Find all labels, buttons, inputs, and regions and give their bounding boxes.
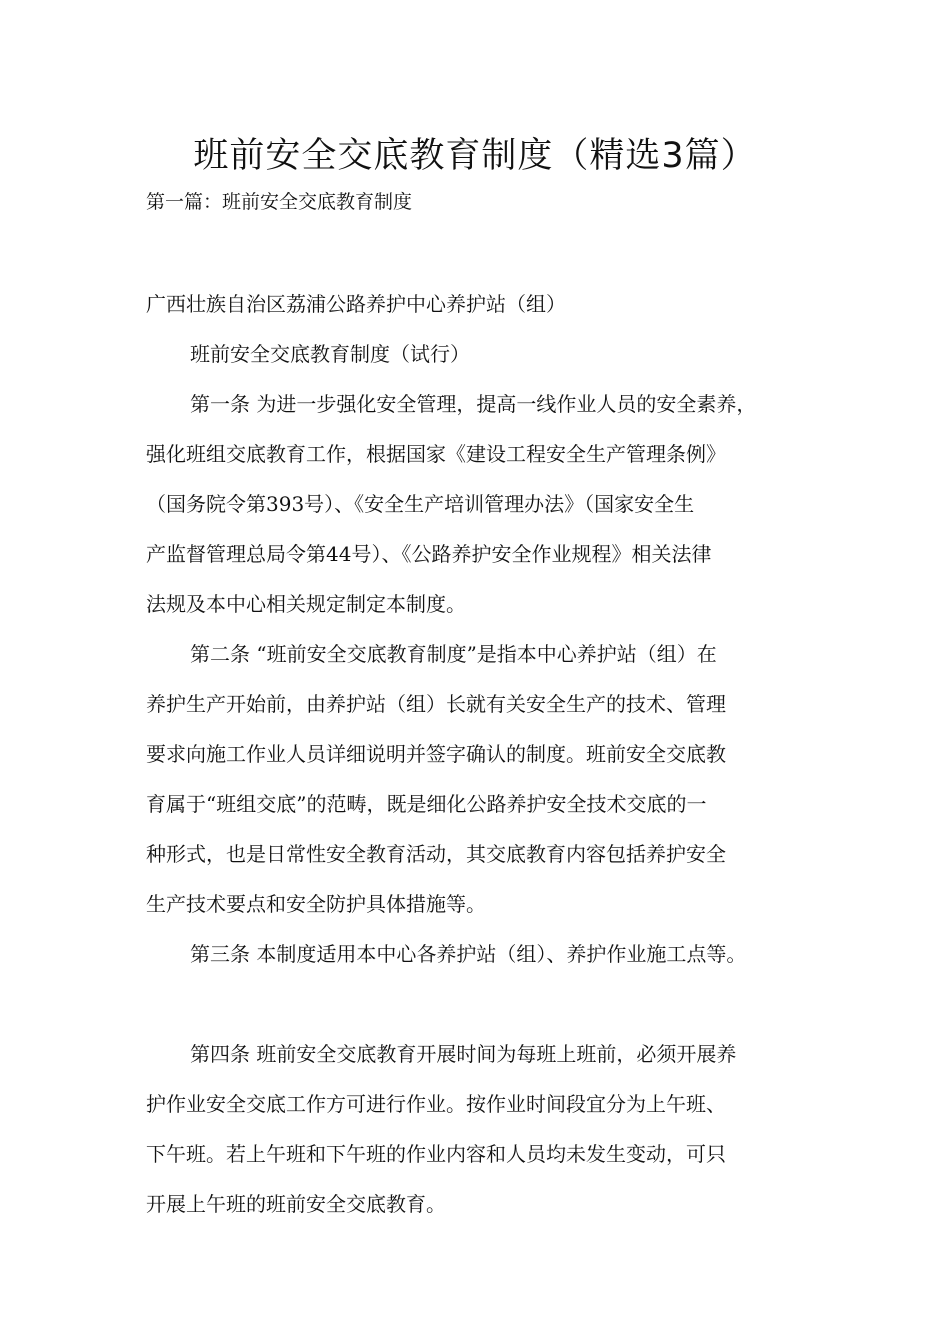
article-1-line-5: 法规及本中心相关规定制定本制度。	[146, 592, 466, 616]
article-4-line-2: 护作业安全交底工作方可进行作业。按作业时间段宜分为上午班、	[146, 1092, 726, 1116]
section-heading: 第一篇：班前安全交底教育制度	[146, 191, 413, 213]
article-3-line-1: 第三条 本制度适用本中心各养护站（组）、养护作业施工点等。	[190, 942, 747, 966]
article-2-line-4: 育属于“班组交底”的范畴，既是细化公路养护安全技术交底的一	[146, 792, 707, 816]
article-2-line-1: 第二条 “班前安全交底教育制度”是指本中心养护站（组）在	[190, 642, 717, 666]
article-4-line-3: 下午班。若上午班和下午班的作业内容和人员均未发生变动，可只	[146, 1142, 726, 1166]
article-1-line-2: 强化班组交底教育工作，根据国家《建设工程安全生产管理条例》	[146, 442, 726, 466]
organization-line: 广西壮族自治区荔浦公路养护中心养护站（组）	[146, 292, 566, 316]
article-2-line-5: 种形式，也是日常性安全教育活动，其交底教育内容包括养护安全	[146, 842, 726, 866]
article-2-line-2: 养护生产开始前，由养护站（组）长就有关安全生产的技术、管理	[146, 692, 726, 716]
article-2-line-3: 要求向施工作业人员详细说明并签字确认的制度。班前安全交底教	[146, 742, 726, 766]
article-4-line-4: 开展上午班的班前安全交底教育。	[146, 1192, 446, 1216]
article-1-line-3: （国务院令第393号）、《安全生产培训管理办法》（国家安全生	[146, 492, 695, 516]
article-2-line-6: 生产技术要点和安全防护具体措施等。	[146, 892, 486, 916]
regulation-name: 班前安全交底教育制度（试行）	[190, 342, 470, 366]
article-4-line-1: 第四条 班前安全交底教育开展时间为每班上班前，必须开展养	[190, 1042, 737, 1066]
document-title: 班前安全交底教育制度（精选3篇）	[193, 136, 757, 176]
article-1-line-4: 产监督管理总局令第44号）、《公路养护安全作业规程》相关法律	[146, 542, 712, 566]
article-1-line-1: 第一条 为进一步强化安全管理，提高一线作业人员的安全素养，	[190, 392, 757, 416]
